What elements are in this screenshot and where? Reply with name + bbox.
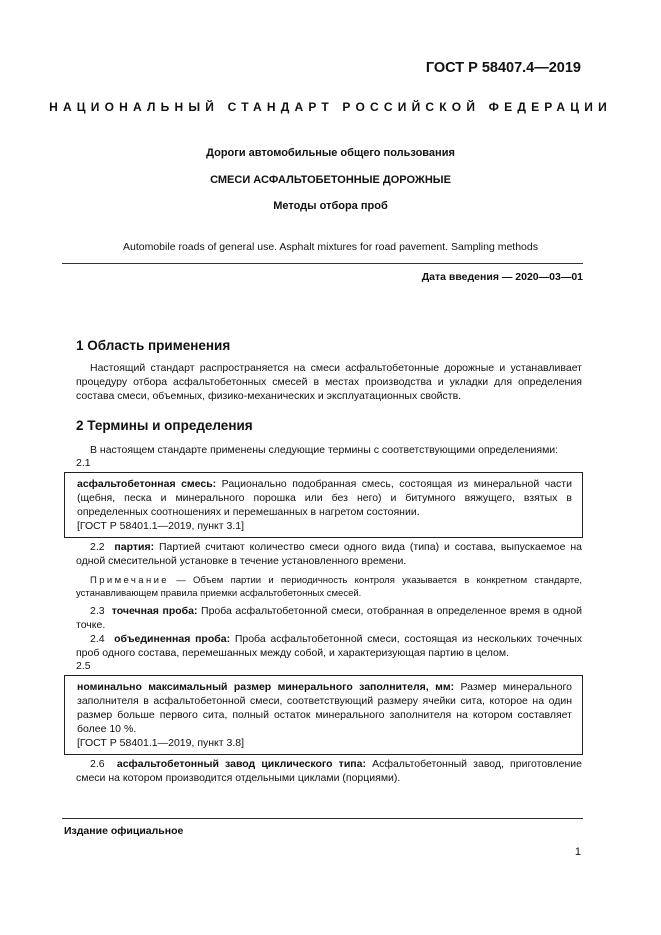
section-2-intro-text: В настоящем стандарте применены следующие термины с соответствующими определениями: [90,444,559,456]
term-2-1-box [64,472,583,538]
term-2-4-number: 2.4 [90,633,105,645]
section-2-heading: 2 Термины и определения [76,418,253,433]
term-2-1-definition: Рационально подобранная смесь, состоящая из минеральной части (щебня, песка и минерального порошка или без него) и битумного вяжущего, взятых в определенных соотношениях и перемешанных в нагретом состоянии. [77,478,572,518]
term-2-6 [76,757,582,785]
term-2-6-term: асфальтобетонный завод циклического типа: [116,758,366,770]
english-title: Automobile roads of general use. Asphalt mixtures for road pavement. Sampling methods [123,241,538,253]
term-2-5-number: 2.5 [76,660,91,672]
title-line-3: Методы отбора проб [273,200,388,212]
term-2-1-number: 2.1 [76,457,91,469]
section-1-body: Настоящий стандарт распространяется на смеси асфальтобетонные дорожные и устанавливает процедуру отбора асфальтобетонных смесей в местах производства и укладки для определения состава смеси, объемных, физико-механических и эксплуатационных свойств. [76,362,582,402]
term-2-3-number: 2.3 [90,605,105,617]
title-line-2: СМЕСИ АСФАЛЬТОБЕТОННЫЕ ДОРОЖНЫЕ [210,174,451,186]
term-2-5-term: номинально максимальный размер минерального заполнителя, мм: [77,681,455,693]
term-2-6-number: 2.6 [90,758,105,770]
term-2-3-definition: Проба асфальтобетонной смеси, отобранная в определенное время в одной точке. [76,605,582,631]
term-2-4-definition: Проба асфальтобетонной смеси, состоящая из нескольких точечных проб одного состава, перемешанных между собой, и характеризующая партию в целом. [76,633,582,659]
page-number: 1 [574,846,581,858]
top-divider [62,263,583,264]
section-2-intro [76,443,582,457]
term-2-1-reference: [ГОСТ Р 58401.1—2019, пункт 3.1] [77,520,245,532]
term-2-5-definition: Размер минерального заполнителя в асфальтобетонной смеси, соответствующий размеру ячейки сита, которое на один размер больше первого сита, полный остаток минерального заполнителя на котором составляет более 10 %. [77,681,572,735]
term-2-1-term: асфальтобетонная смесь: [77,478,217,490]
title-line-1: Дороги автомобильные общего пользования [206,147,455,159]
note-text: — Объем партии и периодичность контроля указывается в конкретном стандарте, устанавливающем правила приемки асфальтобетонных смесей. [76,575,582,599]
bottom-divider [62,818,583,819]
date-of-introduction: Дата введения — 2020—03—01 [421,271,583,283]
term-2-2-term: партия: [114,541,155,553]
document-number: ГОСТ Р 58407.4—2019 [425,60,581,76]
term-2-5-box [64,675,583,755]
note [76,574,582,600]
term-2-3 [76,604,582,632]
term-2-5-reference: [ГОСТ Р 58401.1—2019, пункт 3.8] [77,737,245,749]
official-edition-label: Издание официальное [64,825,184,837]
term-2-2 [76,540,582,568]
section-1-text [76,361,582,403]
term-2-2-number: 2.2 [90,541,105,553]
note-label: Примечание [90,575,169,586]
term-2-6-definition: Асфальтобетонный завод, приготовление смеси на котором производится отдельными циклами (порциями). [76,758,582,784]
term-2-3-term: точечная проба: [111,605,198,617]
term-2-4 [76,632,582,660]
national-standard-title: НАЦИОНАЛЬНЫЙ СТАНДАРТ РОССИЙСКОЙ ФЕДЕРАЦИИ [49,100,612,114]
section-1-heading: 1 Область применения [76,338,231,353]
term-2-4-term: объединенная проба: [114,633,231,645]
term-2-2-definition: Партией считают количество смеси одного вида (типа) и состава, выпускаемое на одной смесительной установке в течение установленного времени. [76,541,582,567]
